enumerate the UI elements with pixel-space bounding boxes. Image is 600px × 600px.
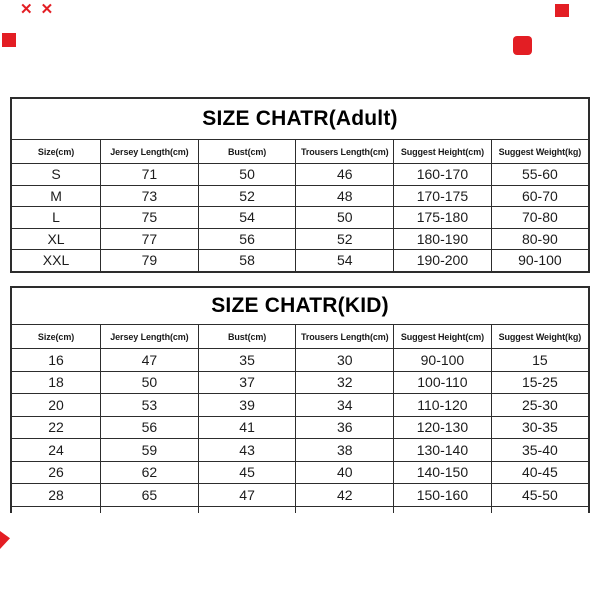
truncated-cell (11, 506, 101, 513)
table-cell: 80-90 (491, 228, 589, 250)
table-cell: 150-160 (394, 484, 492, 507)
table-cell: 38 (296, 439, 394, 462)
table-cell: XL (11, 228, 101, 250)
table-cell: 79 (101, 250, 199, 272)
table-title: SIZE CHATR(Adult) (11, 98, 589, 140)
table-row (11, 484, 589, 507)
table-cell: 50 (296, 207, 394, 229)
table-row (11, 228, 589, 250)
table-cell: 70-80 (491, 207, 589, 229)
table-cell: 58 (198, 250, 296, 272)
table-row (11, 250, 589, 272)
column-header: Jersey Length(cm) (101, 325, 199, 349)
red-square-right-edge (513, 36, 532, 55)
table-cell: 50 (198, 164, 296, 186)
table-row (11, 416, 589, 439)
table-cell: 42 (296, 484, 394, 507)
table-cell: 160-170 (394, 164, 492, 186)
table-row (11, 439, 589, 462)
truncated-cell (101, 506, 199, 513)
table-cell: 140-150 (394, 461, 492, 484)
table-cell: 53 (101, 394, 199, 417)
column-header: Suggest Height(cm) (394, 325, 492, 349)
table-cell: 43 (198, 439, 296, 462)
table-cell: 48 (296, 185, 394, 207)
table-cell: 62 (101, 461, 199, 484)
column-header: Trousers Length(cm) (296, 325, 394, 349)
table-row (11, 371, 589, 394)
table-cell: 45 (198, 461, 296, 484)
table-cell: 52 (198, 185, 296, 207)
column-header: Size(cm) (11, 140, 101, 164)
table-cell: 73 (101, 185, 199, 207)
table-cell: 35-40 (491, 439, 589, 462)
table-cell: 190-200 (394, 250, 492, 272)
table-cell: 41 (198, 416, 296, 439)
table-cell: 120-130 (394, 416, 492, 439)
truncated-cell (394, 506, 492, 513)
red-sliver-bottom-left (0, 531, 10, 549)
table-row (11, 185, 589, 207)
table-row (11, 207, 589, 229)
table-cell: 30-35 (491, 416, 589, 439)
table-cell: 34 (296, 394, 394, 417)
table-cell: 39 (198, 394, 296, 417)
column-header: Suggest Weight(kg) (491, 140, 589, 164)
table-cell: 16 (11, 349, 101, 372)
truncated-row-stub (11, 506, 589, 513)
table-cell: 170-175 (394, 185, 492, 207)
table-cell: 20 (11, 394, 101, 417)
table-cell: 28 (11, 484, 101, 507)
adult-size-table (10, 97, 590, 273)
table-cell: 47 (198, 484, 296, 507)
table-cell: 22 (11, 416, 101, 439)
table-cell: S (11, 164, 101, 186)
table-row (11, 394, 589, 417)
table-cell: 30 (296, 349, 394, 372)
table-cell: 130-140 (394, 439, 492, 462)
truncated-cell (491, 506, 589, 513)
table-cell: 45-50 (491, 484, 589, 507)
kid-size-table-grid (10, 286, 590, 513)
table-cell: 56 (101, 416, 199, 439)
truncated-cell (198, 506, 296, 513)
table-cell: 47 (101, 349, 199, 372)
column-header: Trousers Length(cm) (296, 140, 394, 164)
column-header: Suggest Height(cm) (394, 140, 492, 164)
table-cell: L (11, 207, 101, 229)
table-cell: 90-100 (491, 250, 589, 272)
table-row (11, 164, 589, 186)
table-cell: 15-25 (491, 371, 589, 394)
table-cell: 15 (491, 349, 589, 372)
table-cell: XXL (11, 250, 101, 272)
column-header: Jersey Length(cm) (101, 140, 199, 164)
table-cell: 71 (101, 164, 199, 186)
table-cell: 46 (296, 164, 394, 186)
red-x-marks: ✕✕ (20, 1, 62, 18)
table-cell: 50 (101, 371, 199, 394)
table-cell: 65 (101, 484, 199, 507)
column-header: Bust(cm) (198, 325, 296, 349)
table-cell: 75 (101, 207, 199, 229)
kid-size-table (10, 286, 590, 513)
red-square-top-right (555, 4, 569, 17)
table-cell: 54 (198, 207, 296, 229)
column-header: Size(cm) (11, 325, 101, 349)
table-cell: 52 (296, 228, 394, 250)
header-row (11, 140, 589, 164)
table-cell: 37 (198, 371, 296, 394)
table-row (11, 461, 589, 484)
truncated-cell (296, 506, 394, 513)
table-cell: 175-180 (394, 207, 492, 229)
adult-size-table-grid (10, 97, 590, 273)
table-cell: M (11, 185, 101, 207)
table-cell: 25-30 (491, 394, 589, 417)
table-cell: 59 (101, 439, 199, 462)
table-cell: 110-120 (394, 394, 492, 417)
header-row (11, 325, 589, 349)
table-cell: 180-190 (394, 228, 492, 250)
column-header: Suggest Weight(kg) (491, 325, 589, 349)
table-cell: 56 (198, 228, 296, 250)
table-cell: 90-100 (394, 349, 492, 372)
table-cell: 40 (296, 461, 394, 484)
table-cell: 26 (11, 461, 101, 484)
table-cell: 55-60 (491, 164, 589, 186)
table-cell: 32 (296, 371, 394, 394)
table-cell: 35 (198, 349, 296, 372)
table-cell: 54 (296, 250, 394, 272)
table-cell: 100-110 (394, 371, 492, 394)
table-cell: 40-45 (491, 461, 589, 484)
table-cell: 36 (296, 416, 394, 439)
table-cell: 77 (101, 228, 199, 250)
table-cell: 24 (11, 439, 101, 462)
table-title: SIZE CHATR(KID) (11, 287, 589, 325)
red-square-left-edge (2, 33, 16, 47)
table-cell: 60-70 (491, 185, 589, 207)
table-row (11, 349, 589, 372)
column-header: Bust(cm) (198, 140, 296, 164)
table-cell: 18 (11, 371, 101, 394)
